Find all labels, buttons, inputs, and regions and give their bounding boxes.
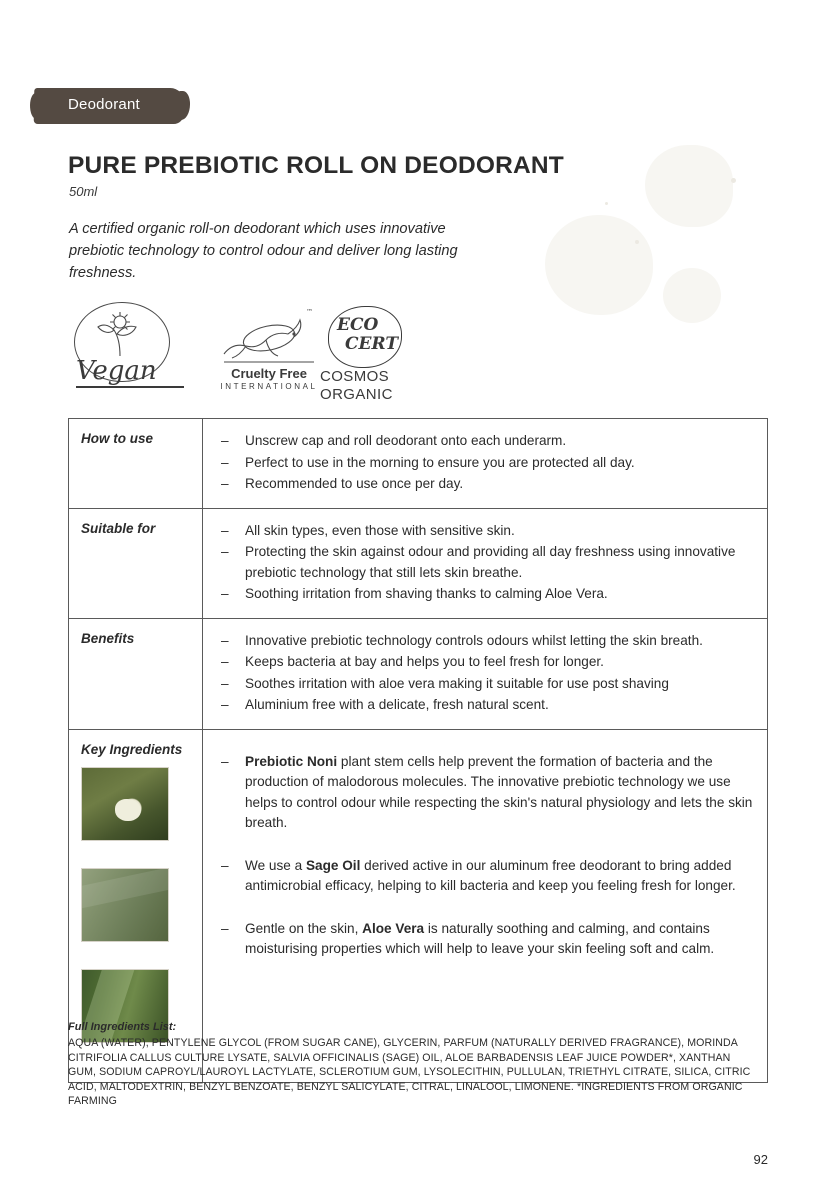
list-item: – Innovative prebiotic technology controls odours whilst letting the skin breath. bbox=[219, 631, 755, 652]
row-label-benefits: Benefits bbox=[69, 619, 203, 729]
ecocert-badge-line1: ECO bbox=[337, 315, 379, 335]
product-size: 50ml bbox=[69, 184, 98, 199]
row-label-suitable-for: Suitable for bbox=[69, 509, 203, 618]
blob-dot bbox=[635, 240, 639, 244]
row-label-how-to-use: How to use bbox=[69, 419, 203, 508]
list-item: – Protecting the skin against odour and providing all day freshness using innovative prebiotic technology that still lets skin breathe. bbox=[219, 542, 755, 583]
key-ingredient-name: Sage Oil bbox=[305, 857, 361, 873]
ecocert-badge-icon bbox=[328, 306, 402, 368]
full-ingredients-list: AQUA (WATER), PENTYLENE GLYCOL (FROM SUGAR CANE), GLYCERIN, PARFUM (NATURALLY DERIVED FRAGRANCE), MORINDA CITRIFOLIA CALLUS CULTURE LYSATE, SALVIA OFFICINALIS (SAGE) OIL, ALOE BARBADENSIS LEAF JUICE POWDER*, XANTHAN GUM, SODIUM CAPROYL/LAUROYL LACTYLATE, SCLEROTIUM GUM, LYSOLECITHIN, PULLULAN, TRIETHYL CITRATE, SILICA, CITRIC ACID, MALTODEXTRIN, BENZYL BENZOATE, BENZYL SALICYLATE, CITRAL, LINALOOL, LIMONENE. *INGREDIENTS FROM ORGANIC FARMING bbox=[68, 1037, 751, 1108]
noni-plant-photo bbox=[81, 767, 169, 841]
key-ingredient-item bbox=[219, 856, 755, 897]
category-tab-label: Deodorant bbox=[68, 96, 140, 113]
list-item: – Perfect to use in the morning to ensure you are protected all day. bbox=[219, 453, 755, 474]
category-tab bbox=[34, 88, 184, 124]
table-row bbox=[69, 509, 767, 619]
cruelty-free-sublabel: INTERNATIONAL bbox=[220, 382, 318, 391]
decorative-blobs bbox=[535, 140, 795, 340]
ecocert-logo bbox=[320, 306, 440, 406]
cosmos-line2: ORGANIC bbox=[320, 386, 393, 403]
page-number: 92 bbox=[753, 1152, 768, 1167]
key-ingredient-name: Prebiotic Noni bbox=[245, 753, 338, 769]
list-item: – Soothing irritation from shaving thanks to calming Aloe Vera. bbox=[219, 584, 755, 605]
row-content-benefits bbox=[203, 619, 767, 729]
page-title: PURE PREBIOTIC ROLL ON DEODORANT bbox=[68, 152, 564, 179]
blob-shape bbox=[663, 268, 721, 323]
row-content-key-ingredients bbox=[203, 730, 767, 1082]
list-item: – Unscrew cap and roll deodorant onto each underarm. bbox=[219, 431, 755, 452]
key-ingredient-text: plant stem cells help prevent the formation of bacteria and the production of malodorous molecules. The innovative prebiotic technology we use helps to control odour while respecting the skin's natural physiology and lets the skin breath. bbox=[245, 753, 753, 830]
key-ingredient-pretext: Gentle on the skin, bbox=[245, 920, 363, 936]
list-item: – Soothes irritation with aloe vera making it suitable for use post shaving bbox=[219, 674, 755, 695]
cruelty-free-logo bbox=[204, 304, 334, 404]
vegan-underline bbox=[76, 386, 184, 388]
table-row bbox=[69, 619, 767, 730]
key-ingredient-text: is naturally soothing and calming, and contains moisturising properties which will help to leave your skin feeling soft and calm. bbox=[245, 920, 715, 956]
list-item: – Recommended to use once per day. bbox=[219, 474, 755, 495]
certification-logos bbox=[68, 300, 428, 406]
vegan-wordmark: Vegan bbox=[76, 356, 157, 386]
cosmos-line1: COSMOS bbox=[320, 368, 390, 385]
leaping-bunny-icon bbox=[220, 304, 318, 366]
full-ingredients-label: Full Ingredients List: bbox=[68, 1021, 177, 1033]
key-ingredient-name: Aloe Vera bbox=[362, 920, 425, 936]
row-content-how-to-use bbox=[203, 419, 767, 508]
list-item: – All skin types, even those with sensitive skin. bbox=[219, 521, 755, 542]
ecocert-badge-line2: CERT bbox=[345, 334, 398, 354]
cosmos-organic-label bbox=[320, 368, 393, 404]
key-ingredient-item bbox=[219, 919, 755, 960]
vegan-logo bbox=[70, 300, 198, 400]
svg-text:™: ™ bbox=[306, 308, 313, 316]
list-item: – Keeps bacteria at bay and helps you to feel fresh for longer. bbox=[219, 652, 755, 673]
cruelty-free-label: Cruelty Free bbox=[231, 366, 307, 381]
key-ingredient-item bbox=[219, 752, 755, 834]
blob-shape bbox=[645, 145, 733, 227]
row-content-suitable-for bbox=[203, 509, 767, 618]
blob-dot bbox=[605, 202, 608, 205]
vegan-plant-icon bbox=[90, 310, 150, 358]
sage-leaves-photo bbox=[81, 868, 169, 942]
key-ingredient-thumbnails bbox=[81, 767, 194, 1043]
blob-shape bbox=[545, 215, 653, 315]
table-row bbox=[69, 419, 767, 509]
list-item: – Aluminium free with a delicate, fresh natural scent. bbox=[219, 695, 755, 716]
product-intro: A certified organic roll-on deodorant which uses innovative prebiotic technology to control odour and deliver long lasting freshness. bbox=[69, 221, 458, 281]
product-details-table bbox=[68, 418, 768, 1083]
blob-dot bbox=[731, 178, 736, 183]
key-ingredient-text: derived active in our aluminum free deodorant to bring added antimicrobial efficacy, helping to kill bacteria and keep you feeling fresh for longer. bbox=[245, 857, 736, 893]
key-ingredient-pretext: We use a bbox=[245, 857, 306, 873]
row-label-key-ingredients-text: Key Ingredients bbox=[81, 741, 183, 757]
